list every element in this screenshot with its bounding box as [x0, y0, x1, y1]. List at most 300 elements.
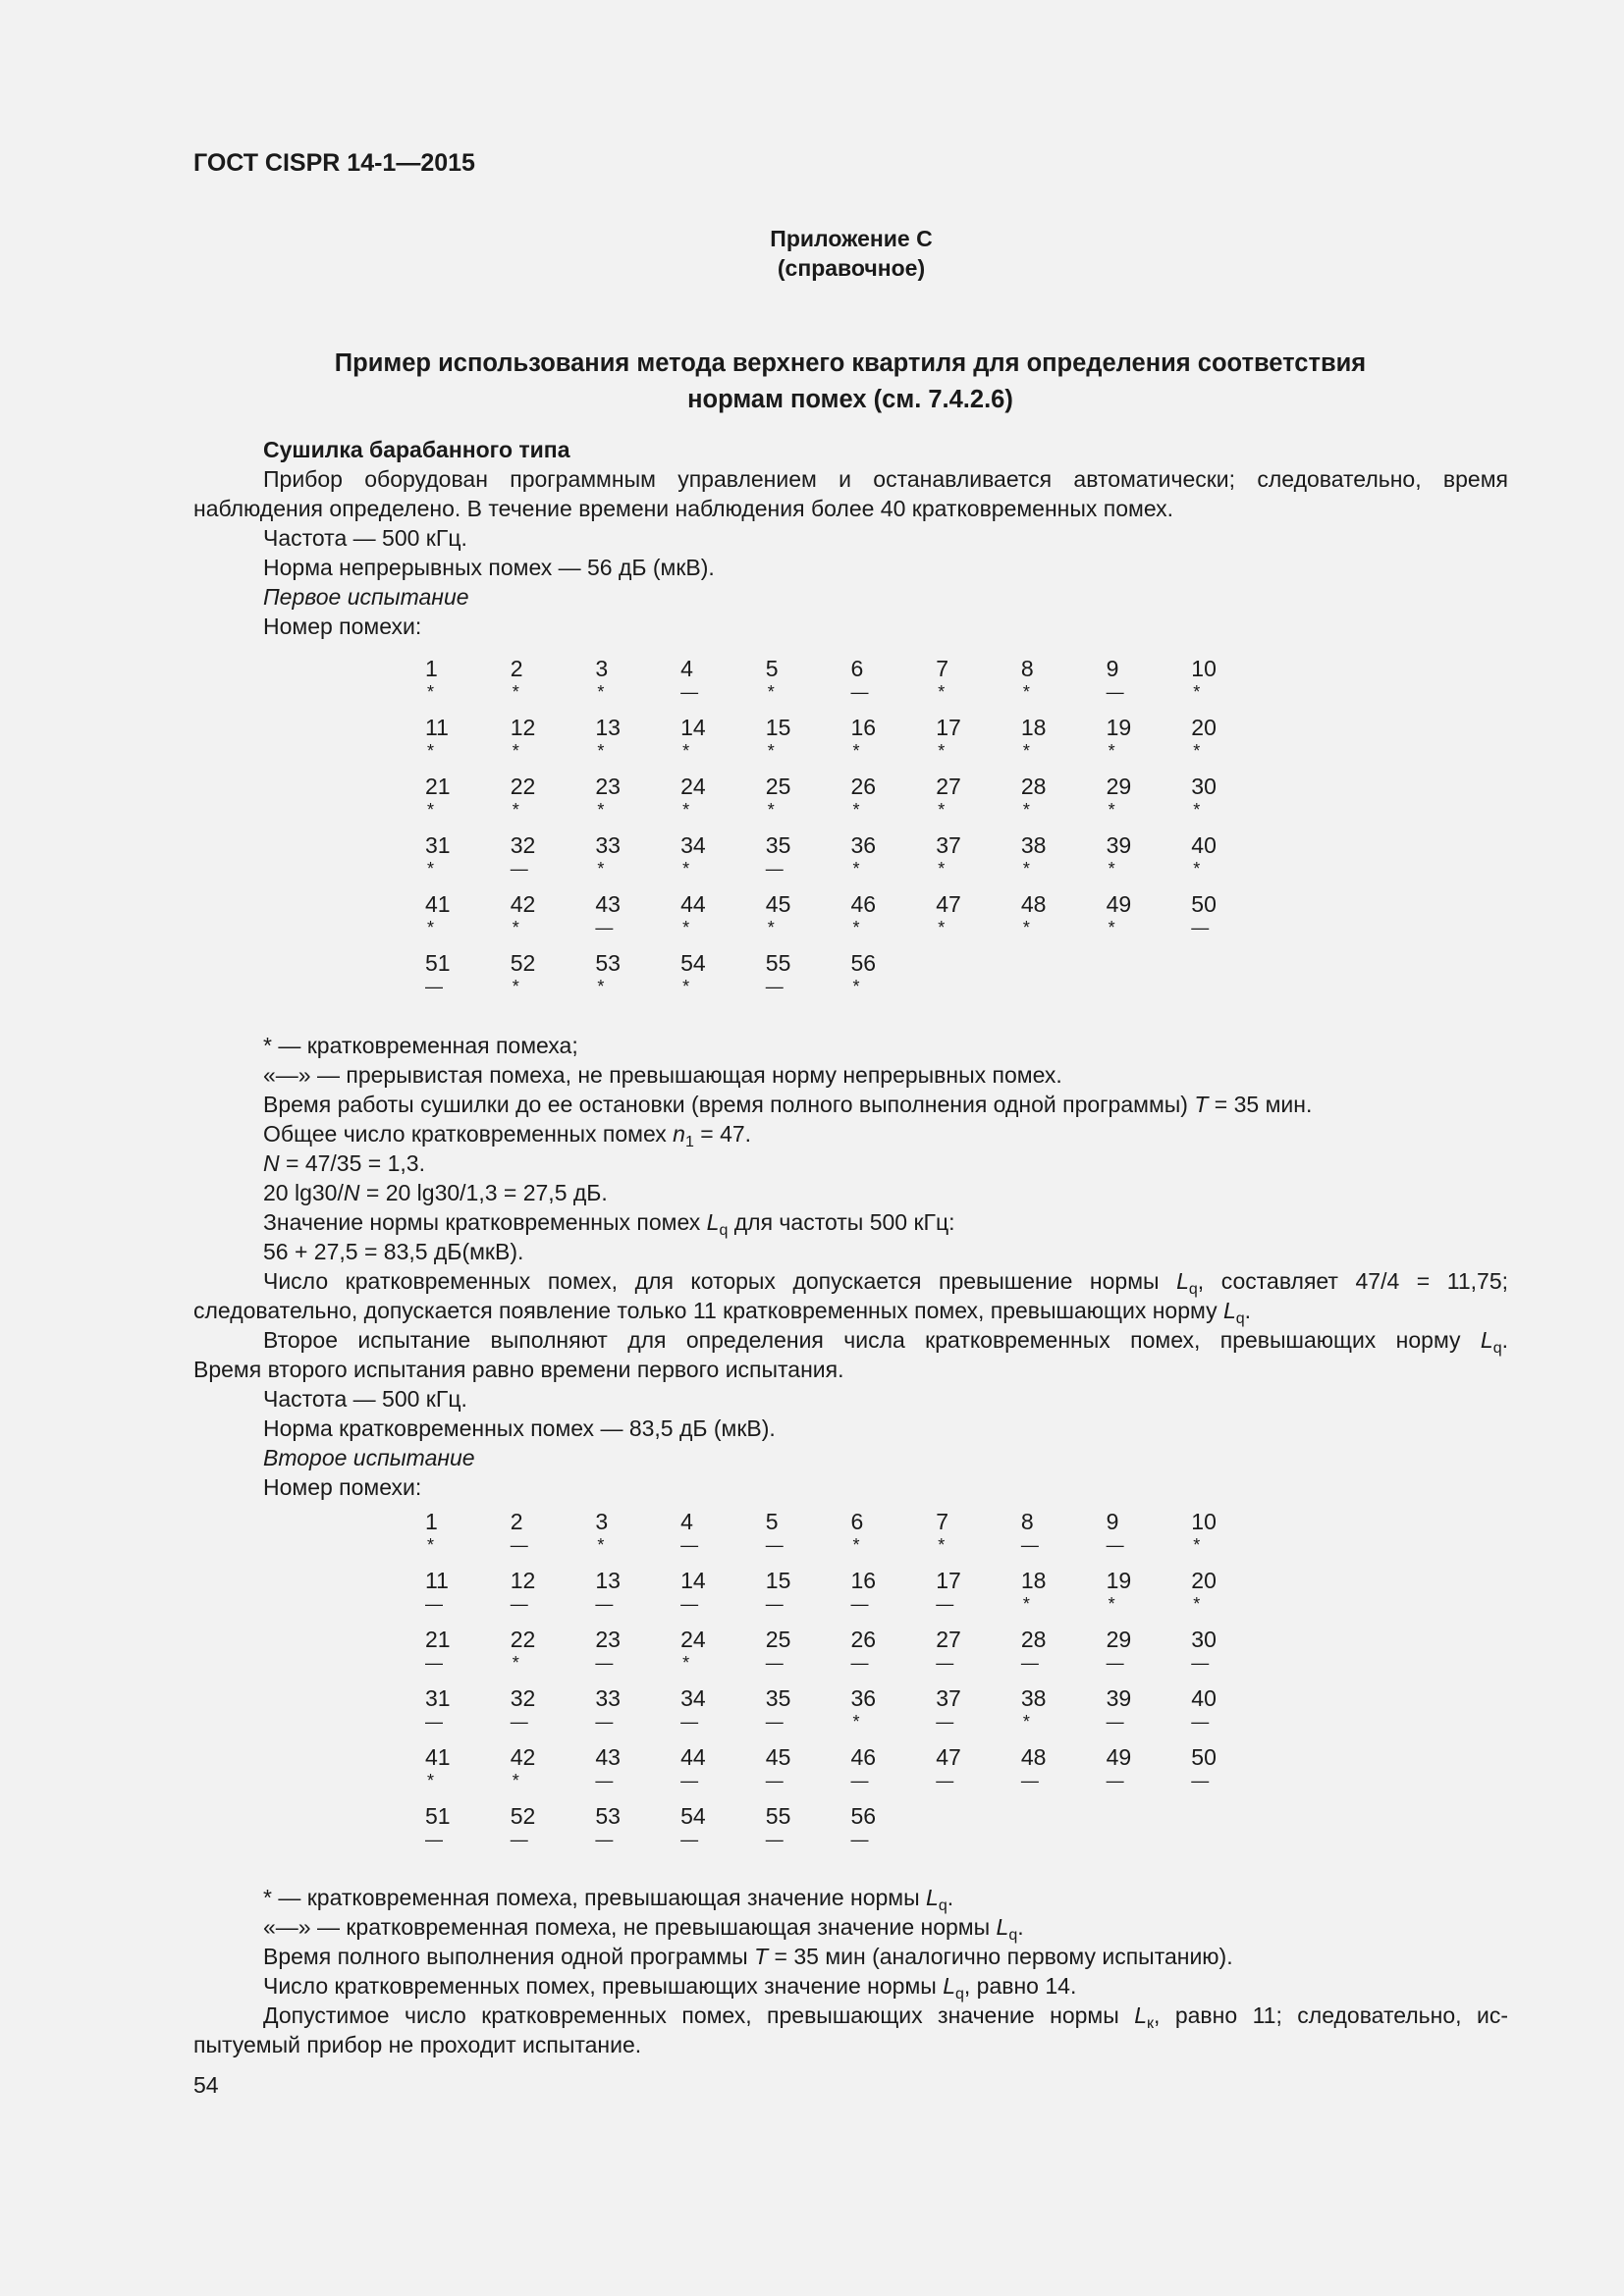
interference-number: 38	[1020, 1685, 1047, 1711]
interference-mark: —	[765, 1712, 784, 1732]
interference-mark: *	[767, 682, 775, 702]
interference-mark: *	[682, 859, 690, 879]
section-conclusion	[193, 1883, 1508, 2059]
grid-cell	[680, 1744, 759, 1791]
interference-number: 24	[680, 774, 706, 799]
interference-mark: *	[938, 800, 946, 820]
grid-cell	[680, 1685, 759, 1733]
lg-formula: 20 lg30/N = 20 lg30/1,3 = 27,5 дБ.	[263, 1180, 608, 1205]
interference-mark: *	[512, 1771, 519, 1790]
interference-number: 10	[1191, 656, 1217, 681]
interference-mark: *	[1193, 741, 1201, 761]
interference-number: 45	[765, 1744, 791, 1770]
interference-mark: *	[1193, 800, 1201, 820]
grid-cell	[766, 1509, 844, 1556]
grid-cell	[1107, 891, 1185, 938]
grid-cell	[595, 656, 674, 703]
interference-number: 43	[595, 891, 621, 917]
grid-cell	[595, 950, 674, 997]
interference-number: 55	[765, 950, 791, 976]
interference-number: 9	[1106, 1509, 1119, 1534]
norm-text: Норма кратковременных помех — 83,5 дБ (мкВ).	[263, 1415, 776, 1441]
grid-cell	[851, 1685, 930, 1733]
interference-mark: —	[1020, 1535, 1039, 1555]
interference-mark: —	[680, 1594, 699, 1614]
interference-mark: *	[682, 918, 690, 937]
grid-cell	[1191, 1685, 1270, 1733]
interference-mark: *	[767, 918, 775, 937]
interference-mark: —	[765, 977, 784, 996]
interference-number: 41	[425, 1744, 451, 1770]
grid-cell	[1191, 715, 1270, 762]
interference-number: 33	[595, 1685, 621, 1711]
interference-number: 37	[936, 1685, 961, 1711]
interference-mark: *	[1108, 859, 1115, 879]
grid-cell	[1107, 1509, 1185, 1556]
appendix-title: Приложение С	[770, 226, 933, 251]
interference-number: 50	[1191, 1744, 1217, 1770]
grid-cell	[1107, 1627, 1185, 1674]
interference-number: 53	[595, 1803, 621, 1829]
interference-number: 6	[850, 1509, 864, 1534]
interference-mark: *	[512, 977, 519, 996]
interference-mark: —	[680, 1535, 699, 1555]
grid-cell	[511, 1803, 589, 1850]
interference-number: 22	[510, 774, 536, 799]
grid-cell	[425, 1568, 504, 1615]
interference-mark: —	[595, 1771, 614, 1790]
interference-number: 16	[850, 715, 877, 740]
interference-mark: *	[1022, 682, 1030, 702]
appendix-heading	[0, 224, 1624, 283]
interference-mark: *	[682, 800, 690, 820]
interference-number: 24	[680, 1627, 706, 1652]
second-test-line-1: Второе испытание выполняют для определения числа кратковременных помех, превышающих норму $L_q$.	[263, 1327, 1508, 1357]
interference-mark: *	[427, 1771, 435, 1790]
interference-number: 47	[936, 1744, 961, 1770]
interference-mark: *	[427, 682, 435, 702]
grid-cell	[511, 891, 589, 938]
n-formula: N = 47/35 = 1,3.	[263, 1150, 425, 1176]
interference-number: 49	[1106, 1744, 1132, 1770]
document-id: ГОСТ CISPR 14-1—2015	[193, 149, 475, 177]
grid-cell	[1107, 832, 1185, 880]
interference-number: 38	[1020, 832, 1047, 858]
interference-mark: —	[595, 918, 614, 937]
interference-number: 5	[765, 1509, 779, 1534]
final-line-1: Допустимое число кратковременных помех, превышающих значение нормы $L_к$, равно 11; следовательно, ис-	[263, 2002, 1508, 2032]
interference-number: 28	[1020, 1627, 1047, 1652]
interference-number: 51	[425, 950, 451, 976]
number-label: Номер помехи:	[263, 614, 422, 639]
grid-cell	[1021, 891, 1100, 938]
grid-cell	[851, 1744, 930, 1791]
grid-cell	[595, 1803, 674, 1850]
grid-cell	[936, 1627, 1014, 1674]
grid-cell	[936, 656, 1014, 703]
grid-cell	[680, 1509, 759, 1556]
interference-mark: *	[1108, 1594, 1115, 1614]
grid-cell	[425, 656, 504, 703]
grid-cell	[936, 1509, 1014, 1556]
interference-mark: *	[682, 1653, 690, 1673]
interference-mark: *	[1108, 741, 1115, 761]
grid-cell	[680, 950, 759, 997]
grid-cell	[680, 891, 759, 938]
grid-cell	[1021, 1568, 1100, 1615]
interference-mark: *	[938, 682, 946, 702]
grid-cell	[425, 950, 504, 997]
interference-number: 48	[1020, 1744, 1047, 1770]
appendix-type: (справочное)	[777, 255, 926, 281]
grid-cell	[1021, 1685, 1100, 1733]
interference-number: 56	[850, 1803, 877, 1829]
interference-mark: *	[1193, 1535, 1201, 1555]
interference-mark: —	[765, 1594, 784, 1614]
grid-cell	[425, 1627, 504, 1674]
interference-number: 30	[1191, 1627, 1217, 1652]
interference-number: 14	[680, 1568, 706, 1593]
norm-text: Норма непрерывных помех — 56 дБ (мкВ).	[263, 555, 715, 580]
interference-mark: *	[852, 741, 860, 761]
legend-dash: «—» — кратковременная помеха, не превышающая значение нормы $L_q$.	[263, 1914, 1024, 1944]
legend-star: * — кратковременная помеха, превышающая значение нормы $L_q$.	[263, 1885, 954, 1914]
count-text: Число кратковременных помех, превышающих значение нормы $L_q$, равно 14.	[263, 1973, 1077, 2002]
frequency-text: Частота — 500 кГц.	[263, 525, 467, 551]
number-label: Номер помехи:	[263, 1474, 422, 1500]
interference-number: 27	[936, 774, 961, 799]
grid-cell	[680, 774, 759, 821]
interference-number: 7	[936, 656, 948, 681]
interference-number: 20	[1191, 715, 1217, 740]
grid-cell	[1191, 1744, 1270, 1791]
interference-mark: *	[597, 741, 605, 761]
interference-number: 56	[850, 950, 877, 976]
interference-number: 7	[936, 1509, 948, 1534]
interference-number: 4	[680, 656, 693, 681]
interference-number: 11	[425, 715, 449, 740]
grid-cell	[936, 832, 1014, 880]
grid-cell	[1107, 1685, 1185, 1733]
grid-cell	[511, 774, 589, 821]
interference-mark: —	[765, 1830, 784, 1849]
title-line-1: Пример использования метода верхнего квартиля для определения соответствия	[334, 349, 1367, 377]
interference-mark: *	[767, 800, 775, 820]
interference-mark: —	[680, 682, 699, 702]
grid-cell	[511, 950, 589, 997]
interference-number: 40	[1191, 1685, 1217, 1711]
page-number: 54	[193, 2072, 219, 2098]
interference-mark: *	[427, 859, 435, 879]
interference-number: 36	[850, 1685, 877, 1711]
interference-number: 53	[595, 950, 621, 976]
section-heading: Сушилка барабанного типа	[263, 437, 570, 462]
grid-cell	[766, 656, 844, 703]
interference-number: 17	[936, 715, 961, 740]
interference-mark: *	[1108, 800, 1115, 820]
interference-number: 51	[425, 1803, 451, 1829]
grid-cell	[425, 1744, 504, 1791]
interference-number: 25	[765, 774, 791, 799]
interference-number: 1	[425, 1509, 438, 1534]
interference-mark: *	[1193, 1594, 1201, 1614]
interference-number: 28	[1020, 774, 1047, 799]
interference-mark: *	[427, 918, 435, 937]
interference-mark: —	[936, 1771, 954, 1790]
interference-mark: *	[682, 741, 690, 761]
interference-mark: —	[765, 1653, 784, 1673]
interference-number: 29	[1106, 774, 1132, 799]
grid-cell	[511, 832, 589, 880]
grid-cell	[766, 1803, 844, 1850]
interference-mark: —	[1191, 1653, 1210, 1673]
grid-cell	[595, 774, 674, 821]
interference-number: 1	[425, 656, 438, 681]
interference-number: 30	[1191, 774, 1217, 799]
grid-cell	[425, 891, 504, 938]
second-test-line-2: Время второго испытания равно времени первого испытания.	[193, 1357, 844, 1382]
interference-number: 47	[936, 891, 961, 917]
grid-cell	[766, 950, 844, 997]
interference-number: 41	[425, 891, 451, 917]
section-calculation	[193, 1031, 1508, 1502]
page-title	[193, 346, 1507, 418]
interference-mark: —	[595, 1712, 614, 1732]
interference-number: 12	[510, 715, 536, 740]
interference-number: 13	[595, 1568, 621, 1593]
interference-number: 21	[425, 774, 451, 799]
grid-cell	[1191, 1568, 1270, 1615]
interference-number: 39	[1106, 1685, 1132, 1711]
grid-cell	[680, 1803, 759, 1850]
interference-number: 31	[425, 832, 451, 858]
interference-number: 54	[680, 950, 706, 976]
interference-number: 17	[936, 1568, 961, 1593]
grid-cell	[936, 715, 1014, 762]
lq-text: Значение нормы кратковременных помех $L_q$ для частоты 500 кГц:	[263, 1209, 955, 1239]
test-name: Первое испытание	[263, 584, 469, 610]
grid-cell	[1021, 1627, 1100, 1674]
title-line-2: нормам помех (см. 7.4.2.6)	[687, 386, 1013, 413]
legend-star: * — кратковременная помеха;	[263, 1033, 578, 1058]
paragraph-line: наблюдения определено. В течение времени наблюдения более 40 кратковременных помех.	[193, 496, 1174, 521]
interference-number: 35	[765, 832, 791, 858]
grid-cell	[595, 891, 674, 938]
interference-mark: *	[427, 1535, 435, 1555]
grid-cell	[511, 715, 589, 762]
interference-mark: —	[510, 859, 528, 879]
interference-number: 18	[1020, 715, 1047, 740]
allowed-line-2: следовательно, допускается появление только 11 кратковременных помех, превышающих норму $L_q$.	[193, 1298, 1252, 1327]
interference-mark: *	[1022, 918, 1030, 937]
interference-mark: —	[765, 1535, 784, 1555]
grid-cell	[1191, 1627, 1270, 1674]
grid-cell	[851, 832, 930, 880]
test-name: Второе испытание	[263, 1445, 475, 1470]
interference-mark: —	[936, 1653, 954, 1673]
interference-number: 55	[765, 1803, 791, 1829]
interference-mark: *	[1022, 741, 1030, 761]
interference-number: 20	[1191, 1568, 1217, 1593]
interference-mark: —	[850, 682, 869, 702]
total-count-text: Общее число кратковременных помех $n_1 = 47$.	[263, 1121, 752, 1150]
interference-mark: —	[936, 1594, 954, 1614]
grid-cell	[1191, 832, 1270, 880]
interference-number: 15	[765, 1568, 791, 1593]
grid-cell	[425, 832, 504, 880]
interference-number: 37	[936, 832, 961, 858]
grid-cell	[1191, 656, 1270, 703]
interference-mark: *	[682, 977, 690, 996]
paragraph-line: Прибор оборудован программным управлением и останавливается автоматически; следовательно, время	[263, 466, 1508, 492]
interference-mark: *	[597, 977, 605, 996]
interference-number: 26	[850, 1627, 877, 1652]
interference-mark: —	[765, 859, 784, 879]
interference-number: 9	[1106, 656, 1119, 681]
interference-number: 52	[510, 950, 536, 976]
interference-number: 19	[1106, 715, 1132, 740]
interference-mark: *	[852, 918, 860, 937]
interference-number: 54	[680, 1803, 706, 1829]
grid-cell	[851, 656, 930, 703]
interference-number: 12	[510, 1568, 536, 1593]
grid-cell	[425, 774, 504, 821]
interference-mark: —	[595, 1653, 614, 1673]
interference-mark: *	[938, 859, 946, 879]
grid-cell	[1107, 1568, 1185, 1615]
grid-cell	[766, 774, 844, 821]
interference-mark: *	[1022, 1712, 1030, 1732]
interference-mark: —	[425, 977, 443, 996]
interference-number: 13	[595, 715, 621, 740]
interference-number: 46	[850, 891, 877, 917]
interference-number: 10	[1191, 1509, 1217, 1534]
grid-cell	[766, 891, 844, 938]
interference-number: 26	[850, 774, 877, 799]
interference-number: 44	[680, 1744, 706, 1770]
grid-cell	[511, 1627, 589, 1674]
grid-cell	[766, 1685, 844, 1733]
interference-mark: *	[1193, 859, 1201, 879]
interference-mark: *	[1022, 800, 1030, 820]
interference-mark: *	[938, 918, 946, 937]
interference-number: 19	[1106, 1568, 1132, 1593]
grid-cell	[851, 1509, 930, 1556]
grid-cell	[595, 1509, 674, 1556]
interference-number: 29	[1106, 1627, 1132, 1652]
interference-mark: *	[767, 741, 775, 761]
interference-mark: —	[510, 1535, 528, 1555]
grid-cell	[1107, 774, 1185, 821]
grid-cell	[595, 1627, 674, 1674]
interference-number: 2	[510, 1509, 523, 1534]
interference-mark: —	[765, 1771, 784, 1790]
interference-mark: —	[936, 1712, 954, 1732]
final-line-2: пытуемый прибор не проходит испытание.	[193, 2032, 642, 2057]
interference-mark: —	[425, 1830, 443, 1849]
interference-mark: —	[1191, 1712, 1210, 1732]
grid-cell	[680, 1568, 759, 1615]
grid-cell	[680, 1627, 759, 1674]
interference-number: 31	[425, 1685, 451, 1711]
grid-cell	[851, 1568, 930, 1615]
interference-mark: *	[427, 741, 435, 761]
interference-number: 27	[936, 1627, 961, 1652]
grid-cell	[1107, 656, 1185, 703]
interference-mark: *	[512, 800, 519, 820]
interference-mark: —	[425, 1594, 443, 1614]
interference-mark: —	[510, 1830, 528, 1849]
grid-cell	[1021, 656, 1100, 703]
sum-formula: 56 + 27,5 = 83,5 дБ(мкВ).	[263, 1239, 524, 1264]
grid-cell	[851, 715, 930, 762]
grid-cell	[1191, 891, 1270, 938]
interference-mark: —	[510, 1594, 528, 1614]
grid-cell	[766, 1568, 844, 1615]
interference-mark: —	[595, 1830, 614, 1849]
interference-number: 25	[765, 1627, 791, 1652]
grid-cell	[1107, 715, 1185, 762]
interference-number: 49	[1106, 891, 1132, 917]
interference-number: 6	[850, 656, 864, 681]
interference-number: 42	[510, 1744, 536, 1770]
interference-mark: *	[852, 1535, 860, 1555]
interference-number: 46	[850, 1744, 877, 1770]
interference-number: 40	[1191, 832, 1217, 858]
interference-mark: —	[1020, 1771, 1039, 1790]
interference-number: 43	[595, 1744, 621, 1770]
interference-mark: *	[852, 1712, 860, 1732]
grid-cell	[851, 950, 930, 997]
interference-number: 32	[510, 832, 536, 858]
grid-cell	[511, 1509, 589, 1556]
interference-mark: *	[852, 859, 860, 879]
interference-number: 44	[680, 891, 706, 917]
grid-cell	[511, 1568, 589, 1615]
grid-cell	[595, 1685, 674, 1733]
grid-cell	[851, 774, 930, 821]
interference-number: 52	[510, 1803, 536, 1829]
interference-mark: *	[597, 1535, 605, 1555]
interference-number: 33	[595, 832, 621, 858]
interference-mark: —	[850, 1771, 869, 1790]
grid-cell	[680, 715, 759, 762]
interference-number: 34	[680, 1685, 706, 1711]
runtime-text: Время работы сушилки до ее остановки (время полного выполнения одной программы) T = 35 мин.	[263, 1092, 1313, 1117]
interference-mark: *	[852, 977, 860, 996]
grid-cell	[511, 1685, 589, 1733]
interference-number: 8	[1020, 656, 1034, 681]
grid-cell	[936, 774, 1014, 821]
interference-mark: *	[1108, 918, 1115, 937]
section-intro	[193, 435, 1508, 641]
interference-mark: —	[850, 1594, 869, 1614]
interference-mark: —	[425, 1653, 443, 1673]
grid-cell	[511, 656, 589, 703]
grid-cell	[425, 1685, 504, 1733]
grid-cell	[595, 715, 674, 762]
interference-number: 18	[1020, 1568, 1047, 1593]
interference-mark: *	[427, 800, 435, 820]
legend-dash: «—» — прерывистая помеха, не превышающая норму непрерывных помех.	[263, 1062, 1062, 1088]
interference-number: 32	[510, 1685, 536, 1711]
interference-number: 3	[595, 656, 609, 681]
grid-cell	[511, 1744, 589, 1791]
interference-mark: *	[1022, 1594, 1030, 1614]
grid-cell	[851, 891, 930, 938]
interference-mark: *	[852, 800, 860, 820]
interference-mark: *	[597, 682, 605, 702]
